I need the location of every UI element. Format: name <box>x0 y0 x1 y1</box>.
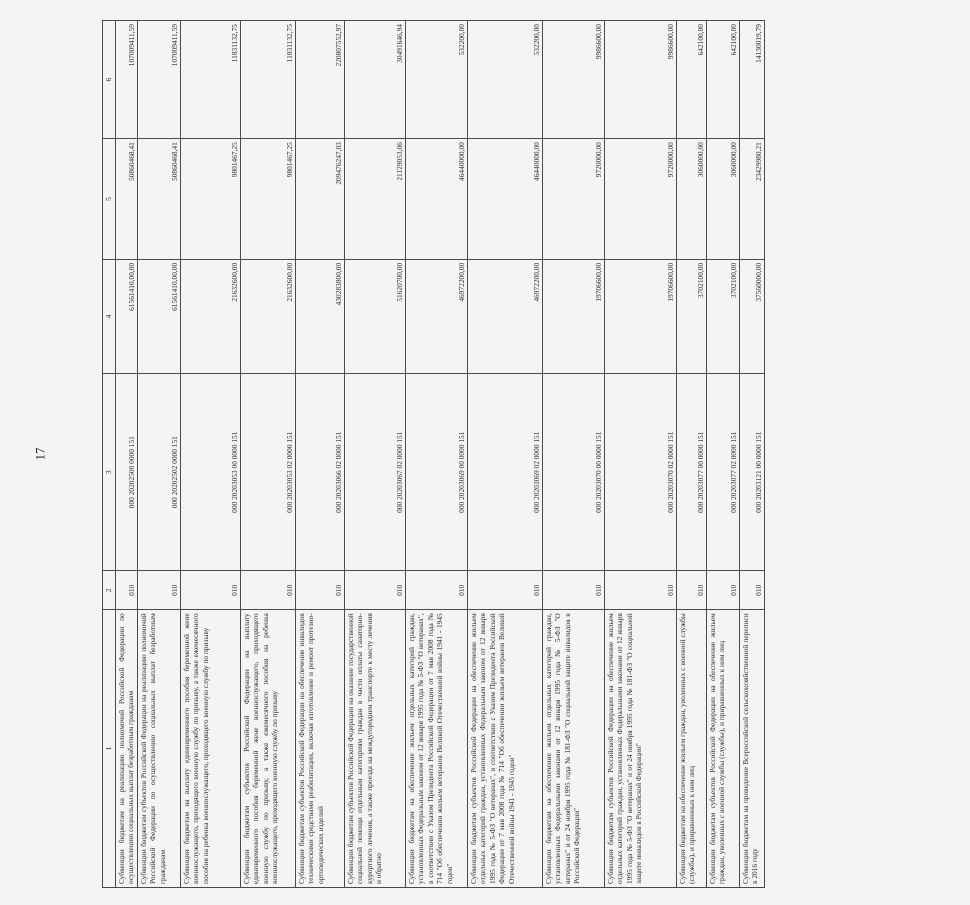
row-planned-amount: 430283800,00 <box>296 259 345 373</box>
table-row <box>138 21 181 888</box>
table-row <box>468 21 543 888</box>
table-header-row <box>103 21 116 888</box>
row-budget-code: 000 20203077 02 0000 151 <box>707 374 740 571</box>
row-executed-amount: 209476247,03 <box>296 139 345 260</box>
row-description: Субвенции бюджетам субъектов Российской Федерации на обеспечение жильем отдельных категорий граждан, установленных Федеральным законом от 12 января 1995 года № 5-ФЗ "О ветеранах", в соответствии с Указом Президента Российской Федерации от 7 мая 2008 года № 714 "Об обеспечении жильем ветеранов Великой Отечественной войны 1941 - 1945 годов" <box>468 610 543 888</box>
row-executed-amount: 46440000,00 <box>406 139 468 260</box>
row-admin-code: 010 <box>543 571 605 610</box>
row-planned-amount: 21632600,00 <box>181 259 241 373</box>
table-row <box>543 21 605 888</box>
row-budget-code: 000 20203069 00 0000 151 <box>406 374 468 571</box>
row-description: Субвенции бюджетам субъектов Российской Федерации на обеспечение инвалидов техническими средствами реабилитации, включая изготовление и ремонт протезно-ортопедических изделий <box>296 610 345 888</box>
row-description: Субвенции бюджетам на обеспечение жильем отдельных категорий граждан, установленных Федеральными законами от 12 января 1995 года № 5-ФЗ "О ветеранах" и от 24 ноября 1995 года № 181-ФЗ "О социальной защите инвалидов в Российской Федерации" <box>543 610 605 888</box>
row-description: Субвенции бюджетам на обеспечение жильем отдельных категорий граждан, установленных Федеральным законом от 12 января 1995 года № 5-ФЗ "О ветеранах", в соответствии с Указом Президента Российской Федерации от 7 мая 2008 года № 714 "Об обеспечении жильем ветеранов Великой Отечественной войны 1941 - 1945 годов" <box>406 610 468 888</box>
row-planned-amount: 3702100,00 <box>677 259 707 373</box>
row-remaining-amount: 14130019,79 <box>740 21 765 139</box>
col-header-4: 4 <box>103 259 116 373</box>
row-planned-amount: 19706600,00 <box>543 259 605 373</box>
table-row <box>241 21 296 888</box>
row-remaining-amount: 532200,00 <box>406 21 468 139</box>
row-budget-code: 000 20203067 02 0000 151 <box>345 374 406 571</box>
row-admin-code: 010 <box>138 571 181 610</box>
row-admin-code: 010 <box>116 571 138 610</box>
row-admin-code: 010 <box>677 571 707 610</box>
row-admin-code: 010 <box>406 571 468 610</box>
row-description: Субвенции бюджетам на проведение Всероссийской сельскохозяйственной переписи в 2016 году <box>740 610 765 888</box>
table-row <box>181 21 241 888</box>
row-description: Субвенции бюджетам субъектов Российской Федерации на выплату единовременного пособия беременной жене военнослужащего, проходящего военную службу по призыву, а также ежемесячного пособия на ребенка военнослужащего, проходящего военную службу по призыву <box>241 610 296 888</box>
row-executed-amount: 50860468,41 <box>138 139 181 260</box>
row-planned-amount: 46972200,00 <box>468 259 543 373</box>
row-executed-amount: 9720000,00 <box>605 139 677 260</box>
row-budget-code: 000 20203077 00 0000 151 <box>677 374 707 571</box>
row-executed-amount: 9801467,25 <box>181 139 241 260</box>
row-remaining-amount: 642100,00 <box>707 21 740 139</box>
row-remaining-amount: 107009411,59 <box>138 21 181 139</box>
rotated-table-frame <box>102 20 970 884</box>
row-budget-code: 000 20203066 02 0000 151 <box>296 374 345 571</box>
row-remaining-amount: 532200,00 <box>468 21 543 139</box>
row-executed-amount: 50860468,41 <box>116 139 138 260</box>
row-planned-amount: 37560000,00 <box>740 259 765 373</box>
row-remaining-amount: 9986600,00 <box>543 21 605 139</box>
row-remaining-amount: 9986600,00 <box>605 21 677 139</box>
table-row <box>605 21 677 888</box>
budget-table <box>102 20 765 888</box>
row-planned-amount: 21632600,00 <box>241 259 296 373</box>
row-admin-code: 010 <box>740 571 765 610</box>
col-header-1: 1 <box>103 610 116 888</box>
row-budget-code: 000 20203070 02 0000 151 <box>605 374 677 571</box>
row-planned-amount: 61561410,00,00 <box>138 259 181 373</box>
row-planned-amount: 19706600,00 <box>605 259 677 373</box>
row-budget-code: 000 20203070 00 0000 151 <box>543 374 605 571</box>
row-description: Субвенции бюджетам субъектов Российской Федерации на реализацию полномочий Российской Федерации по осуществлению социальных выплат безработным гражданам <box>138 610 181 888</box>
table-row <box>345 21 406 888</box>
page-number: 17 <box>32 447 48 461</box>
row-executed-amount: 23429980,21 <box>740 139 765 260</box>
row-executed-amount: 3060000,00 <box>707 139 740 260</box>
table-row <box>740 21 765 888</box>
row-budget-code: 000 20202500 0000 151 <box>116 374 138 571</box>
row-admin-code: 010 <box>345 571 406 610</box>
row-admin-code: 010 <box>605 571 677 610</box>
row-budget-code: 000 20203053 00 0000 151 <box>181 374 241 571</box>
row-admin-code: 010 <box>707 571 740 610</box>
table-row <box>296 21 345 888</box>
col-header-3: 3 <box>103 374 116 571</box>
row-budget-code: 000 20203069 02 0000 151 <box>468 374 543 571</box>
row-remaining-amount: 220807552,97 <box>296 21 345 139</box>
row-admin-code: 010 <box>181 571 241 610</box>
row-executed-amount: 46440000,00 <box>468 139 543 260</box>
row-planned-amount: 51620700,00 <box>345 259 406 373</box>
row-remaining-amount: 107009411,59 <box>116 21 138 139</box>
col-header-6: 6 <box>103 21 116 139</box>
table-row <box>677 21 707 888</box>
col-header-2: 2 <box>103 571 116 610</box>
row-description: Субвенции бюджетам на реализацию полномочий Российской Федерации по осуществлению социальных выплат безработным гражданам <box>116 610 138 888</box>
row-planned-amount: 61561410,00,00 <box>116 259 138 373</box>
col-header-5: 5 <box>103 139 116 260</box>
row-executed-amount: 9720000,00 <box>543 139 605 260</box>
row-remaining-amount: 11831132,75 <box>181 21 241 139</box>
row-executed-amount: 9801467,25 <box>241 139 296 260</box>
table-body <box>116 21 765 888</box>
table-row <box>707 21 740 888</box>
row-planned-amount: 46972200,00 <box>406 259 468 373</box>
row-admin-code: 010 <box>296 571 345 610</box>
row-executed-amount: 3060000,00 <box>677 139 707 260</box>
row-executed-amount: 21129053,06 <box>345 139 406 260</box>
row-description: Субвенции бюджетам субъектов Российской Федерации на обеспечение жильем отдельных категорий граждан, установленных Федеральными законами от 12 января 1995 года № 5-ФЗ "О ветеранах" и от 24 ноября 1995 года № 181-ФЗ "О социальной защите инвалидов в Российской Федерации" <box>605 610 677 888</box>
row-description: Субвенции бюджетам субъектов Российской Федерации на оказание государственной социальной помощи отдельным категориям граждан в части оплаты санаторно-курортного лечения, а также проезда на междугороднем транспорте к месту лечения и обратно <box>345 610 406 888</box>
row-planned-amount: 3702100,00 <box>707 259 740 373</box>
row-budget-code: 000 20202502 0000 151 <box>138 374 181 571</box>
row-remaining-amount: 11831132,75 <box>241 21 296 139</box>
row-admin-code: 010 <box>241 571 296 610</box>
row-budget-code: 000 20203121 00 0000 151 <box>740 374 765 571</box>
row-remaining-amount: 642100,00 <box>677 21 707 139</box>
table-row <box>116 21 138 888</box>
table-row <box>406 21 468 888</box>
row-description: Субвенции бюджетам на обеспечение жильем граждан, уволенных с военной службы (службы), и приравненных к ним лиц <box>677 610 707 888</box>
row-description: Субвенции бюджетам субъектов Российской Федерации на обеспечение жильем граждан, уволенных с военной службы (службы), и приравненных к ним лиц <box>707 610 740 888</box>
row-budget-code: 000 20203053 02 0000 151 <box>241 374 296 571</box>
row-description: Субвенции бюджетам на выплату единовременного пособия беременной жене военнослужащего, проходящего военную службу по призыву, а также ежемесячного пособия на ребенка военнослужащего, проходящего военную службу по призыву <box>181 610 241 888</box>
row-remaining-amount: 30491646,94 <box>345 21 406 139</box>
row-admin-code: 010 <box>468 571 543 610</box>
